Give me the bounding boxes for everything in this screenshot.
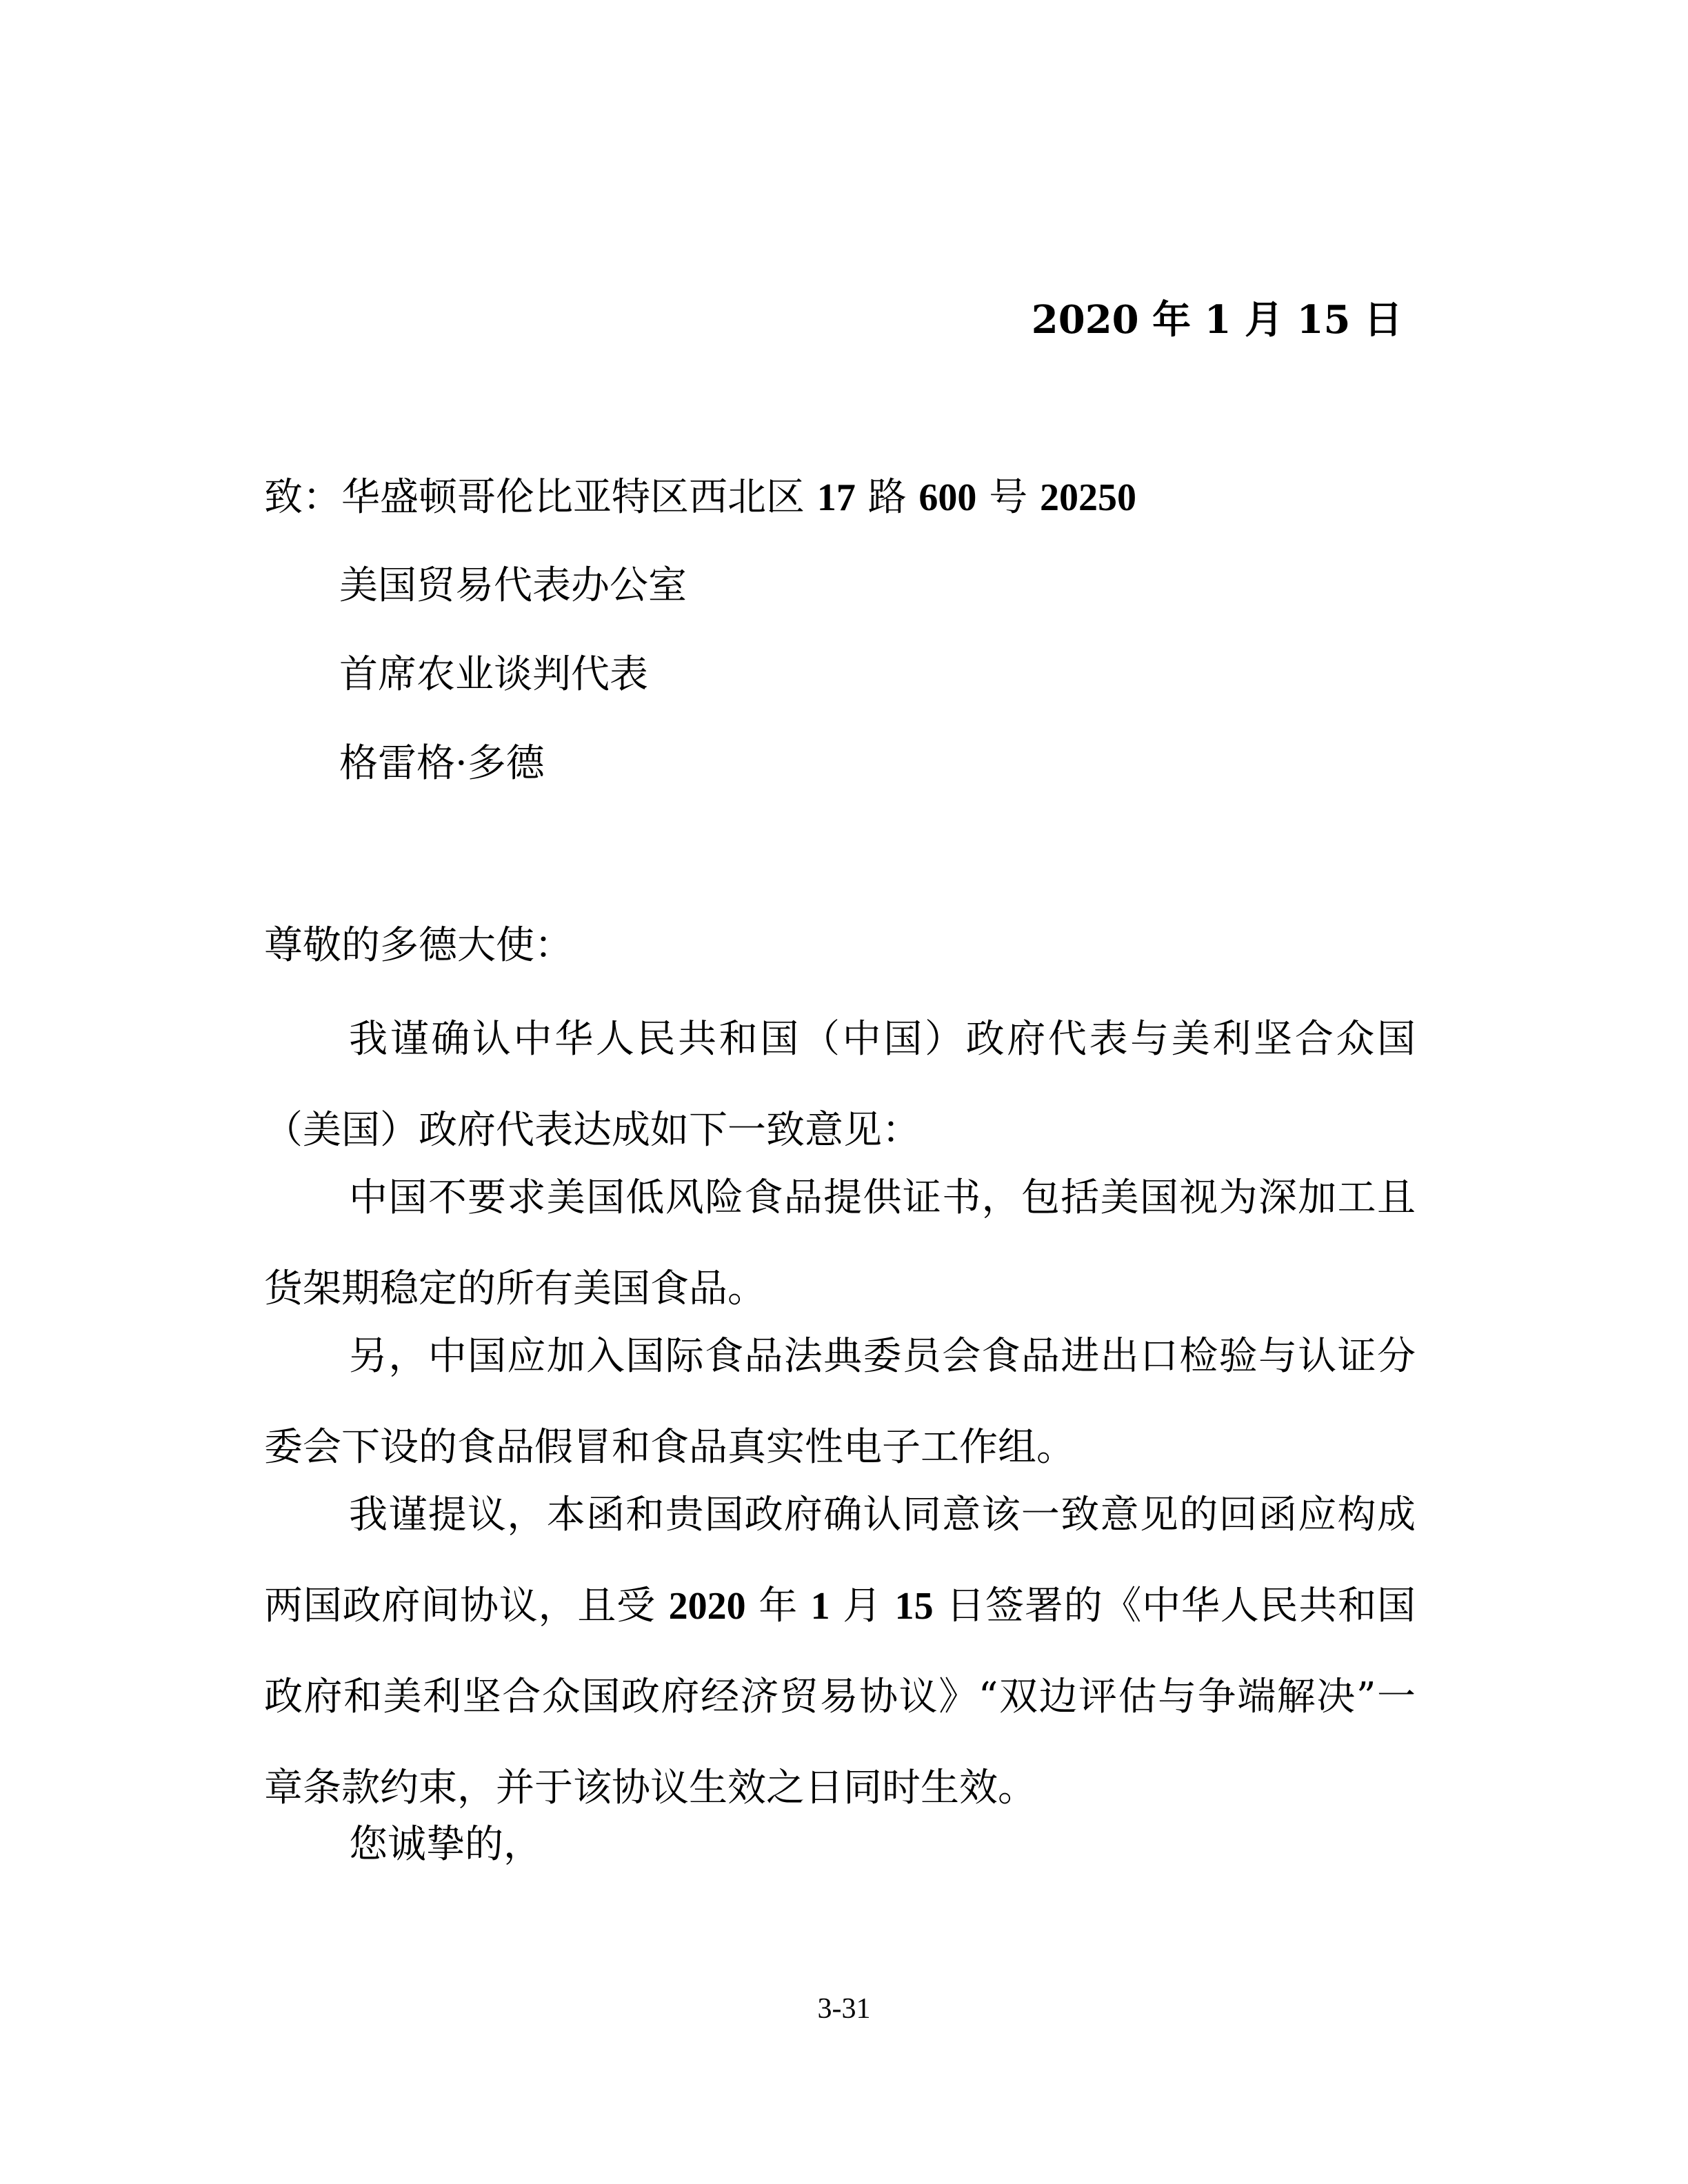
final-paragraph-text: 年 — [745, 1584, 811, 1628]
recipient-address — [264, 476, 1136, 520]
agreement-day: 15 — [894, 1585, 934, 1628]
address-house-suffix: 号 — [976, 475, 1041, 520]
letter-date: 2020 年 1 月 15 日 — [1031, 297, 1403, 343]
address-prefix: 致：华盛顿哥伦比亚特区西北区 — [264, 475, 817, 520]
address-zip-code: 20250 — [1040, 476, 1137, 519]
agreement-month: 1 — [810, 1585, 830, 1628]
final-paragraph — [264, 1470, 1416, 1834]
final-paragraph-text: 月 — [830, 1584, 895, 1628]
recipient-office: 美国贸易代表办公室 — [339, 563, 687, 608]
address-street-number: 17 — [816, 476, 856, 519]
recipient-title: 首席农业谈判代表 — [339, 652, 648, 697]
address-street-suffix: 路 — [855, 475, 919, 520]
final-paragraph-text: 我谨提议，本函和贵国政府确认同意该一致意见的回函应构成两国政府间协议，且受 — [264, 1493, 1416, 1628]
agreement-year: 2020 — [668, 1585, 746, 1628]
salutation: 尊敬的多德大使： — [264, 923, 573, 968]
body-paragraph: 我谨确认中华人民共和国（中国）政府代表与美利坚合众国（美国）政府代表达成如下一致意见： — [264, 1017, 1416, 1153]
final-paragraph-text: 日签署的《中华人民共和国政府和美利坚合众国政府经济贸易协议》“双边评估与争端解决”一章条款约束，并于该协议生效之日同时生效。 — [264, 1584, 1416, 1810]
closing: 您诚挚的， — [349, 1822, 542, 1867]
address-house-number: 600 — [918, 476, 977, 519]
page-number: 3-31 — [817, 1993, 871, 2025]
body-paragraph: 另，中国应加入国际食品法典委员会食品进出口检验与认证分委会下设的食品假冒和食品真实性电子工作组。 — [264, 1334, 1416, 1470]
body-paragraph: 中国不要求美国低风险食品提供证书，包括美国视为深加工且货架期稳定的所有美国食品。 — [264, 1175, 1416, 1311]
recipient-name: 格雷格·多德 — [339, 741, 545, 786]
